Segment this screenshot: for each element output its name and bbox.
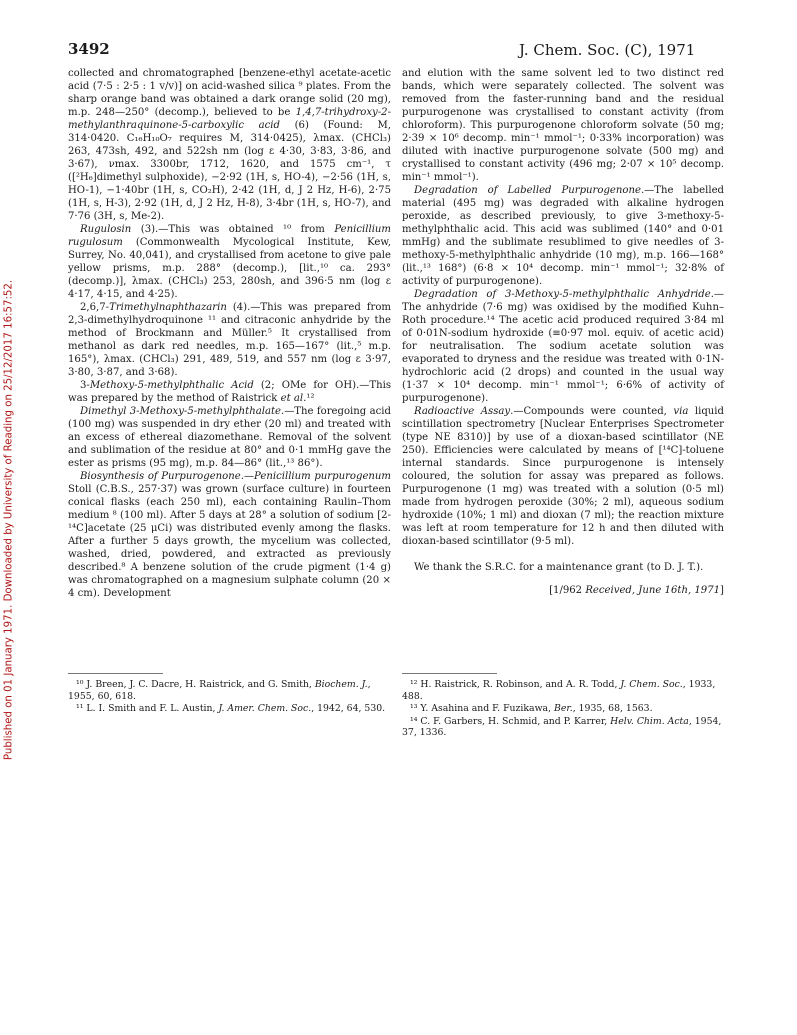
footnote bbox=[68, 679, 391, 702]
text-run: (4).—This was prepared from 2,3-dimethylhydroquinone ¹¹ and citraconic anhydride by the method of Brockmann and Müller.⁵ It crystallised from methanol as dark red needles, m.p. 165—167° (lit.,⁵ m.p. 165°), λmax. (CHCl₃) 291, 489, 519, and 557 nm (log ε 3·97, 3·80, 3·87, and 3·68). bbox=[68, 302, 391, 378]
italic-run: Helv. Chim. Acta bbox=[610, 715, 689, 727]
text-run: .—The foregoing acid (100 mg) was suspended in dry ether (20 ml) and treated with an excess of ethereal diazomethane. Removal of the solvent and sublimation of the residue at 80° and 0·1 mmHg gave the ester as prisms (95 mg), m.p. 84—86° (lit.,¹³ 86°). bbox=[68, 406, 391, 469]
italic-run: Dimethyl 3-Methoxy-5-methylphthalate bbox=[80, 406, 281, 417]
received-line bbox=[402, 584, 724, 597]
text-run: (3).—This was obtained ¹⁰ from bbox=[131, 224, 335, 235]
download-watermark bbox=[2, 0, 16, 1035]
acknowledgement: We thank the S.R.C. for a maintenance grant (to D. J. T.). bbox=[414, 562, 704, 573]
text-run: ¹¹ L. I. Smith and F. L. Austin, bbox=[76, 703, 219, 714]
italic-run: Biosynthesis of Purpurogenone bbox=[80, 471, 241, 482]
italic-run: Trimethylnaphthazarin bbox=[109, 302, 227, 313]
paragraph bbox=[68, 379, 391, 405]
text-run: liquid scintillation spectrometry [Nuclear Enterprises Spectrometer (type NE 8310)] by use of a dioxan-based scintillator (NE 250). Efficiencies were calculated by means of [¹⁴C]-toluene internal standards. Since purpurogenone is intensely coloured, the solution for assay was prepared as follows. Purpurogenone (1 mg) was treated with a solution (0·5 ml) made from hydrogen peroxide (30%; 2 ml), aqueous sodium hydroxide (10%; 1 ml) and dioxan (7 ml); the reaction mixture was left at room temperature for 12 h and then diluted with dioxan-based scintillator (9·5 ml). bbox=[402, 406, 724, 547]
left-column bbox=[68, 67, 391, 600]
paragraph bbox=[68, 405, 391, 470]
paragraph bbox=[68, 301, 391, 379]
text-run: .—The anhydride (7·6 mg) was oxidised by the modified Kuhn–Roth procedure.¹⁴ The acetic acid produced required 3·84 ml of 0·01N-sodium hydroxide (≡0·97 mol. equiv. of acetic acid) for neutralisation. The sodium acetate solution was evaporated to dryness and the residue was treated with 0·1N-hydrochloric acid (2 drops) and counted in the usual way (1·37 × 10⁴ decomp. min⁻¹ mmol⁻¹; 6·6% of activity of purpurogenone). bbox=[402, 289, 724, 404]
text-run: and elution with the same solvent led to two distinct red bands, which were separately collected. The solvent was removed from the faster-running band and the residual purpurogenone was crystallised to constant activity (from chloroform). This purpurogenone chloroform solvate (50 mg; 2·39 × 10⁶ decomp. min⁻¹ mmol⁻¹; 0·33% incorporation) was diluted with inactive purpurogenone solvate (500 mg) and crystallised to constant activity (496 mg; 2·07 × 10⁵ decomp. min⁻¹ mmol⁻¹). bbox=[402, 68, 724, 183]
italic-run: 1,4,7-trihydroxy-2-methylanthraquinone-5-carboxylic acid bbox=[68, 107, 391, 131]
italic-run: J. Chem. Soc. bbox=[620, 679, 683, 690]
paragraph bbox=[68, 67, 391, 223]
text-run: (2; OMe for OH).—This was prepared by the method of Raistrick bbox=[68, 380, 392, 404]
footnote bbox=[402, 703, 724, 715]
paragraph bbox=[402, 405, 724, 548]
italic-run: Radioactive Assay bbox=[414, 406, 511, 417]
footnotes-left bbox=[68, 679, 391, 716]
text-run: ¹⁰ J. Breen, J. C. Dacre, H. Raistrick, and G. Smith, bbox=[76, 679, 315, 690]
italic-run: Penicillium rugulosum bbox=[68, 224, 391, 248]
italic-run: Degradation of Labelled Purpurogenone bbox=[414, 185, 641, 196]
italic-run: Biochem. J. bbox=[314, 679, 368, 690]
italic-run: Degradation of 3-Methoxy-5-methylphthalic Anhydride bbox=[414, 289, 711, 300]
text-run: [1/962 bbox=[549, 585, 586, 596]
italic-run: via bbox=[673, 406, 689, 417]
paragraph bbox=[68, 470, 391, 600]
text-run: .— bbox=[240, 471, 255, 482]
italic-run: Penicillium purpurogenum bbox=[254, 471, 391, 482]
text-run: ¹² bbox=[306, 393, 315, 404]
text-run: 2,6,7- bbox=[80, 302, 110, 313]
text-run: collected and chromatographed [benzene-ethyl acetate-acetic acid (7·5 : 2·5 : 1 v/v)] on acid-washed silica ⁹ plates. From the sharp orange band was obtained a dark orange solid (20 mg), m.p. 248—250° (decomp.), believed to be bbox=[68, 68, 391, 118]
download-watermark-text: Published on 01 January 1971. Downloaded by University of Reading on 25/12/2017 16:57:52. bbox=[3, 279, 15, 761]
text-run: ¹³ Y. Asahina and F. Fuzikawa, bbox=[410, 703, 554, 714]
italic-run: Methoxy-5-methylphthalic Acid bbox=[89, 380, 254, 391]
footnote bbox=[68, 703, 391, 715]
text-run: , 1955, 60, 618. bbox=[68, 679, 371, 702]
italic-run: Rugulosin bbox=[80, 224, 132, 235]
text-run: ¹² H. Raistrick, R. Robinson, and A. R. Todd, bbox=[410, 679, 621, 690]
text-run: .—The labelled material (495 mg) was degraded with alkaline hydrogen peroxide, as described previously, to give 3-methoxy-5-methylphthalic acid. This acid was sublimed (140° and 0·01 mmHg) and the sublimate resublimed to give needles of 3-methoxy-5-methylphthalic anhydride (10 mg), m.p. 166—168° (lit.,¹³ 168°) (6·8 × 10⁴ decomp. min⁻¹ mmol⁻¹; 32·8% of activity of purpurogenone). bbox=[402, 185, 725, 287]
paragraph bbox=[402, 288, 724, 405]
footnote-rule-right bbox=[402, 673, 497, 674]
text-run: 3- bbox=[80, 380, 90, 391]
italic-run: J. Amer. Chem. Soc. bbox=[218, 703, 312, 714]
paragraph bbox=[68, 223, 391, 301]
footnote-rule-left bbox=[68, 673, 163, 674]
text-run: .—Compounds were counted, bbox=[510, 406, 674, 417]
text-run: (Commonwealth Mycological Institute, Kew, Surrey, No. 40,041), and crystallised from acetone to give pale yellow prisms, m.p. 288° (decomp.), [lit.,¹⁰ ca. 293° (decomp.)], λmax. (CHCl₃) 253, 280sh, and 396·5 nm (log ε 4·17, 4·15, and 4·25). bbox=[68, 237, 391, 300]
italic-run: Ber. bbox=[553, 703, 573, 714]
right-column bbox=[402, 67, 724, 597]
text-run: Stoll (C.B.S., 257·37) was grown (surface culture) in fourteen conical flasks (each 250 ml), each containing Raulin–Thom medium ⁸ (100 ml). After 5 days at 28° a solution of sodium [2-¹⁴C]acetate (25 μCi) was distributed evenly among the flasks. After a further 5 days growth, the mycelium was collected, washed, dried, powdered, and extracted as previously described.⁸ A benzene solution of the crude pigment (1·4 g) was chromatographed on a magnesium sulphate column (20 × 4 cm). Development bbox=[68, 484, 391, 599]
text-run: (6) (Found: M, 314·0420. C₁₆H₁₀O₇ requires M, 314·0425), λmax. (CHCl₃) 263, 473sh, 492, and 522sh nm (log ε 4·30, 3·83, 3·86, and 3·67), νmax. 3300br, 1712, 1620, and 1575 cm⁻¹, τ ([²H₆]dimethyl sulphoxide), −2·92 (1H, s, HO-4), −2·56 (1H, s, HO-1), −1·40br (1H, s, CO₂H), 2·42 (1H, d, J 2 Hz, H-6), 2·75 (1H, s, H-3), 2·92 (1H, d, J 2 Hz, H-8), 3·4br (1H, s, HO-7), and 7·76 (3H, s, Me-2). bbox=[68, 120, 391, 222]
journal-header: J. Chem. Soc. (C), 1971 bbox=[519, 41, 696, 59]
italic-run: et al. bbox=[280, 393, 307, 404]
text-run: , 1933, 488. bbox=[402, 679, 716, 702]
footnotes-right bbox=[402, 679, 724, 740]
paragraph bbox=[402, 67, 724, 184]
footnote bbox=[402, 716, 724, 739]
italic-run: Received, June 16th, 1971 bbox=[585, 585, 721, 596]
text-run: , 1942, 64, 530. bbox=[311, 703, 386, 714]
footnote bbox=[402, 679, 724, 702]
text-run: , 1935, 68, 1563. bbox=[572, 703, 653, 714]
paragraph bbox=[402, 184, 724, 288]
text-run: ] bbox=[720, 585, 724, 596]
text-run: ¹⁴ C. F. Garbers, H. Schmid, and P. Karrer, bbox=[410, 715, 611, 727]
text-run: , 1954, 37, 1336. bbox=[402, 715, 722, 738]
page-number: 3492 bbox=[68, 40, 110, 58]
